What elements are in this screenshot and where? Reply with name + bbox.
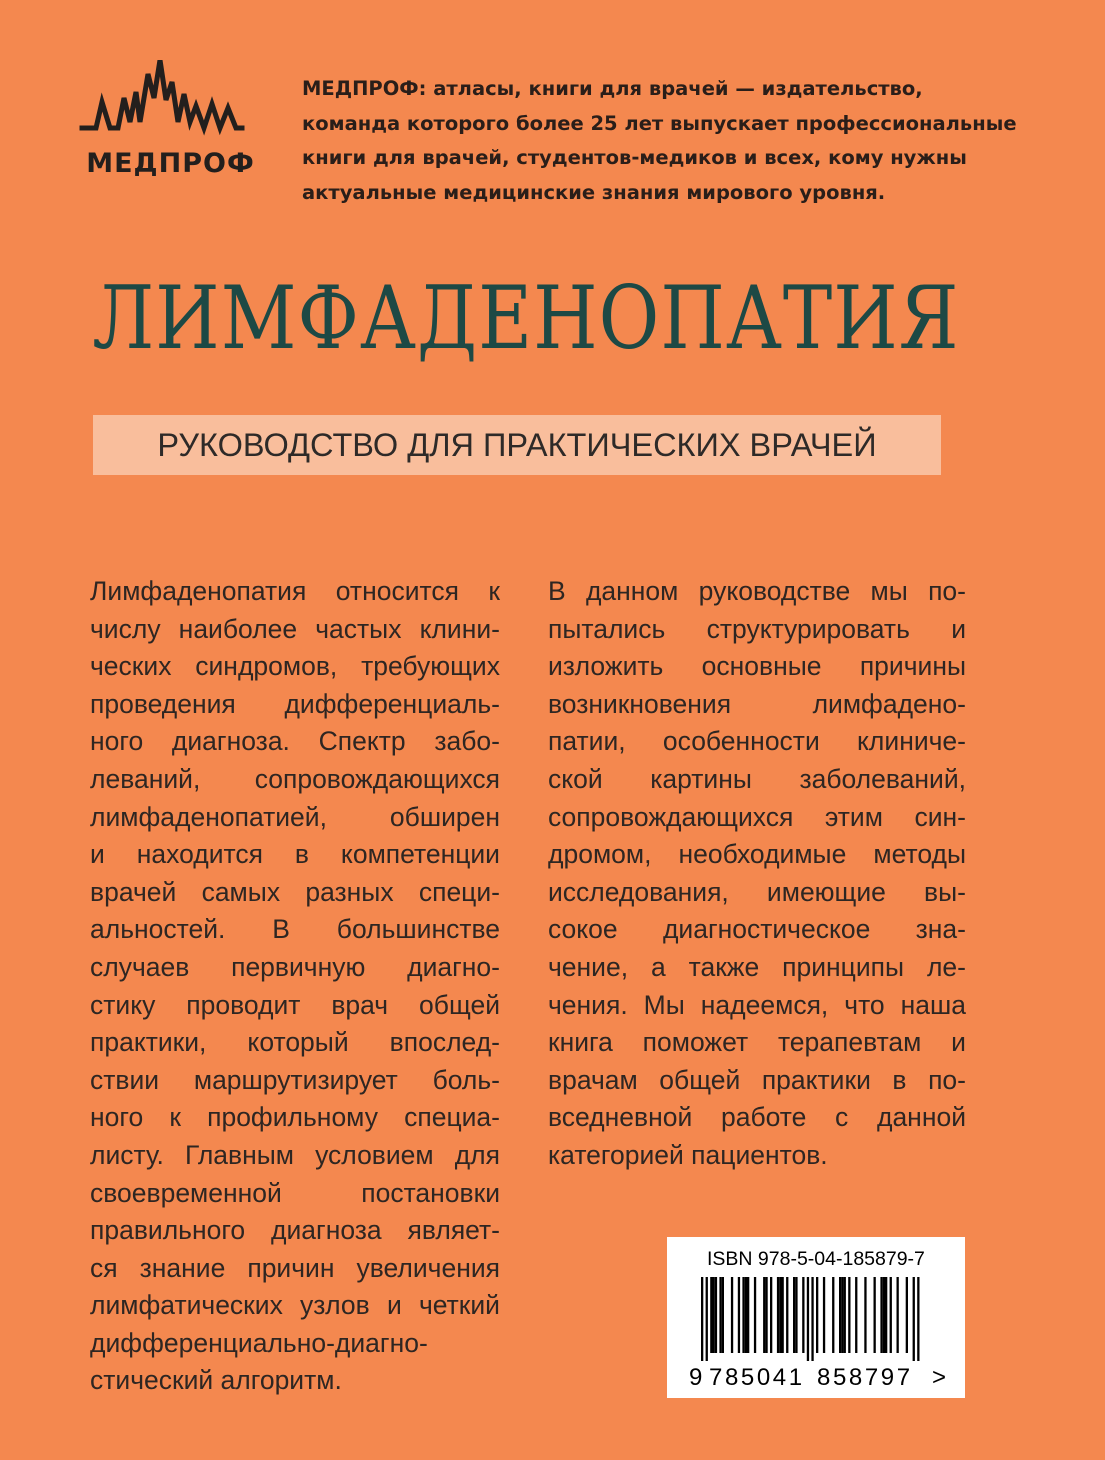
barcode-bar <box>782 1277 784 1353</box>
paragraph-line: патии, особенности клиниче- <box>548 726 966 757</box>
paragraph-line: вседневной работе с данной <box>548 1102 966 1133</box>
barcode-bar <box>917 1277 919 1361</box>
barcode-bar <box>701 1277 703 1361</box>
paragraph-line: леваний, сопровождающихся <box>90 763 500 794</box>
barcode-arrow: > <box>932 1364 947 1391</box>
paragraph-line: ся знание причин увеличения <box>90 1252 500 1283</box>
paragraph-line: альностей. В большинстве <box>90 914 500 945</box>
barcode-bar <box>864 1277 866 1353</box>
paragraph-line: случаев первичную диагно- <box>90 951 500 982</box>
paragraph-line: исследования, имеющие вы- <box>548 876 966 907</box>
paragraph-line: своевременной постановки <box>90 1177 500 1208</box>
paragraph-line: сокое диагностическое зна- <box>548 914 966 945</box>
paragraph-line: чение, а также принципы ле- <box>548 951 966 982</box>
publisher-description <box>302 72 1017 210</box>
barcode-bar <box>883 1277 885 1353</box>
barcode-bar <box>770 1277 772 1353</box>
barcode-bar <box>738 1277 740 1353</box>
paragraph-line: дромом, необходимые методы <box>548 839 966 870</box>
paragraph-line: дифференциально-диагно- <box>90 1327 428 1358</box>
book-subtitle: РУКОВОДСТВО ДЛЯ ПРАКТИЧЕСКИХ ВРАЧЕЙ <box>93 415 941 475</box>
barcode-bar <box>715 1277 717 1353</box>
isbn-barcode-box <box>667 1237 965 1398</box>
barcode-bar <box>839 1277 841 1353</box>
barcode-bar <box>763 1277 765 1353</box>
barcode-bar <box>855 1277 857 1353</box>
paragraph-line: лимфатических узлов и четкий <box>90 1290 500 1321</box>
barcode-bar <box>848 1277 850 1353</box>
logo-wordmark: МЕДПРОФ <box>86 148 255 179</box>
paragraph-line: врачам общей практики в по- <box>548 1064 966 1095</box>
barcode-icon <box>689 1277 939 1361</box>
paragraph-line: ного диагноза. Спектр забо- <box>90 726 500 757</box>
paragraph-line: Лимфаденопатия относится к <box>90 576 500 606</box>
barcode-bar <box>913 1277 915 1361</box>
paragraph-line: чения. Мы надеемся, что наша <box>548 989 966 1020</box>
barcode-digit-group: 858797 <box>817 1364 913 1391</box>
barcode-bar <box>890 1277 892 1353</box>
paragraph-line: проведения дифференциаль- <box>90 688 500 719</box>
barcode-digit-first: 9 <box>689 1364 703 1391</box>
paragraph-line: стический алгоритм. <box>90 1365 342 1396</box>
publisher-line: команда которого более 25 лет выпускает профессиональные <box>302 111 1017 135</box>
publisher-line: МЕДПРОФ: атласы, книги для врачей — издательство, <box>302 77 923 100</box>
paragraph-line: возникновения лимфадено- <box>548 688 966 719</box>
paragraph-line: ческих синдромов, требующих <box>90 651 500 682</box>
city-skyline-icon <box>78 60 263 140</box>
barcode-bar <box>731 1277 733 1353</box>
barcode-bar <box>719 1277 721 1353</box>
barcode-bar <box>816 1277 818 1353</box>
barcode-bar <box>897 1277 899 1353</box>
barcode-digit-group: 785041 <box>709 1364 805 1391</box>
paragraph-line: ного к профильному специа- <box>90 1102 500 1133</box>
paragraph-line: сопровождающихся этим син- <box>548 801 966 832</box>
paragraph-line: изложить основные причины <box>548 651 966 682</box>
barcode-bar <box>880 1277 882 1353</box>
barcode-bar <box>832 1277 834 1353</box>
paragraph-line: ской картины заболеваний, <box>548 763 966 794</box>
paragraph-line: и находится в компетенции <box>90 839 500 870</box>
barcode-bar <box>745 1277 747 1353</box>
paragraph-line: лимфаденопатией, обширен <box>90 801 500 832</box>
barcode-bar <box>777 1277 779 1353</box>
barcode-bar <box>823 1277 825 1353</box>
barcode-bar <box>807 1277 809 1361</box>
publisher-line: актуальные медицинские знания мирового уровня. <box>302 180 886 204</box>
barcode-bar <box>802 1277 804 1353</box>
paragraph-line: врачей самых разных специ- <box>90 876 500 907</box>
barcode-bar <box>811 1277 813 1361</box>
barcode-bar <box>786 1277 788 1353</box>
barcode-bar <box>793 1277 795 1353</box>
paragraph-line: правильного диагноза являет- <box>90 1215 500 1246</box>
barcode-bar <box>765 1277 767 1353</box>
barcode-bar <box>710 1277 712 1353</box>
barcode-bar <box>779 1277 781 1353</box>
paragraph-line: категорией пациентов. <box>548 1139 828 1170</box>
barcode-bar <box>754 1277 756 1353</box>
paragraph-line: практики, который впослед- <box>90 1027 500 1058</box>
barcode-bar <box>844 1277 846 1353</box>
book-title: ЛИМФАДЕНОПАТИЯ <box>92 268 960 370</box>
paragraph-line: В данном руководстве мы по- <box>548 576 966 606</box>
paragraph-line: стику проводит врач общей <box>90 989 500 1020</box>
barcode-bar <box>841 1277 843 1353</box>
paragraph-line: ствии маршрутизирует боль- <box>90 1064 500 1095</box>
paragraph-line: числу наиболее частых клини- <box>90 613 500 644</box>
barcode-bar <box>906 1277 908 1353</box>
isbn-label: ISBN 978-5-04-185879-7 <box>707 1248 925 1270</box>
barcode-bar <box>742 1277 744 1353</box>
barcode-bar <box>722 1277 724 1353</box>
paragraph-line: пытались структурировать и <box>548 613 966 644</box>
barcode-bar <box>706 1277 708 1361</box>
description-right-column <box>548 573 966 1175</box>
barcode-bar <box>747 1277 749 1353</box>
paragraph-line: листу. Главным условием для <box>90 1139 500 1170</box>
paragraph-line: книга поможет терапевтам и <box>548 1027 966 1058</box>
barcode-bar <box>874 1277 876 1353</box>
barcode-bar <box>713 1277 715 1353</box>
publisher-line: книги для врачей, студентов-медиков и всех, кому нужны <box>302 146 967 169</box>
description-left-column <box>90 573 500 1400</box>
publisher-logo <box>78 60 268 190</box>
barcode-bar <box>885 1277 887 1353</box>
barcode-bar <box>795 1277 797 1353</box>
